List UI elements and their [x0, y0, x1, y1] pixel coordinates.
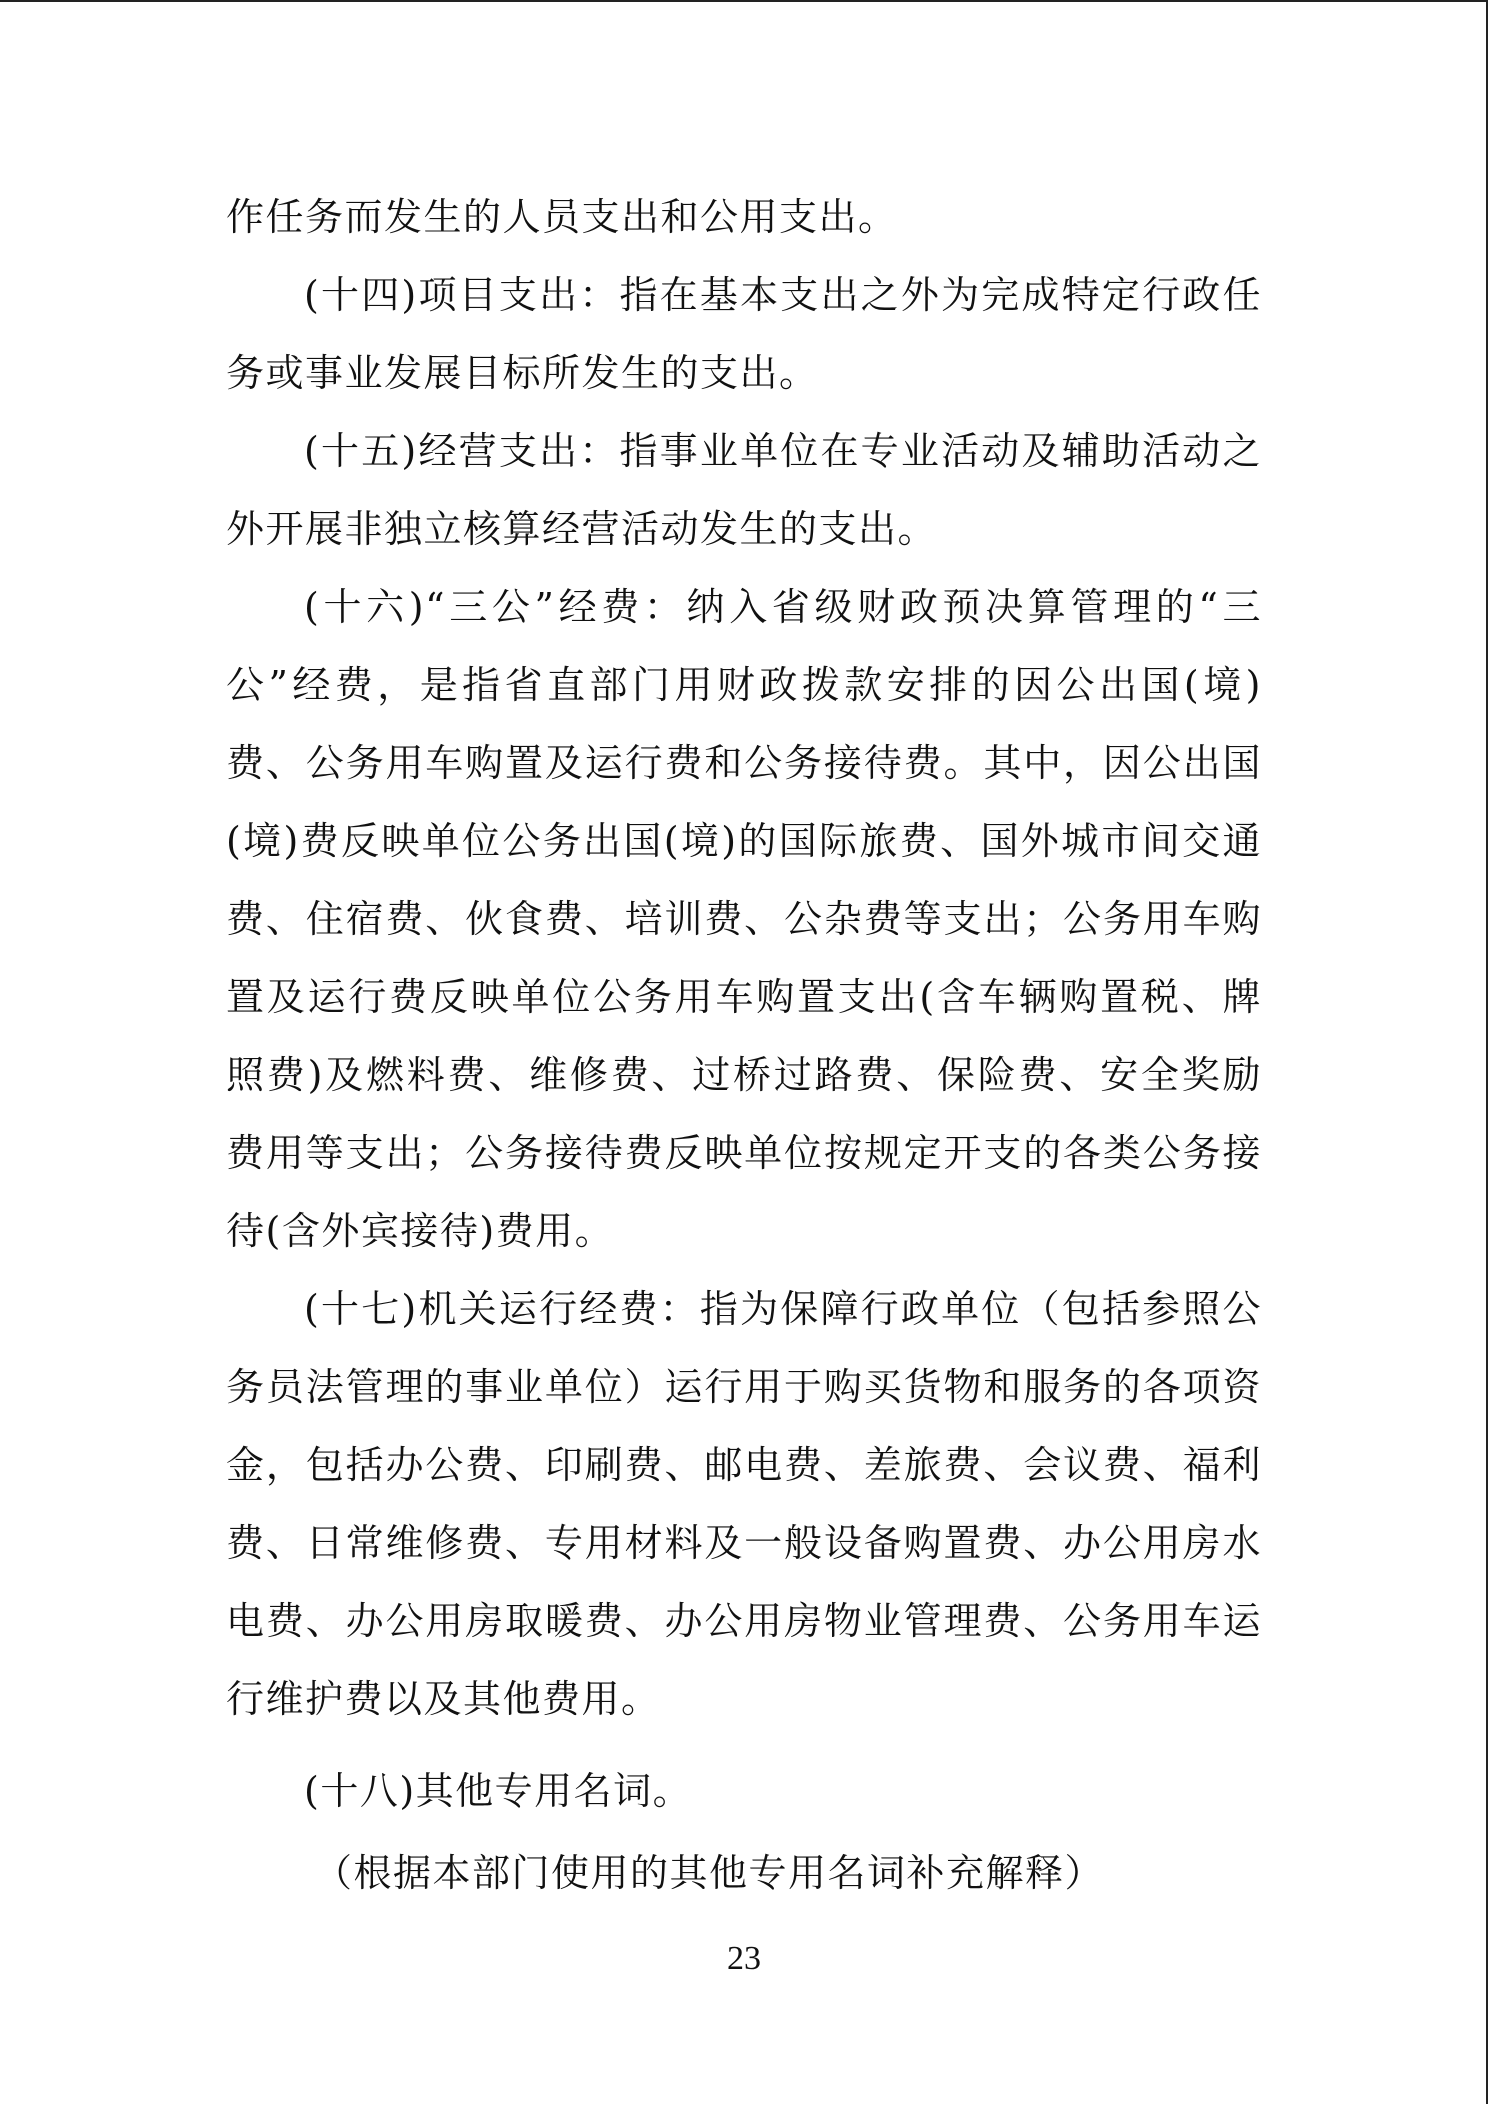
paragraph-17-agency-operating-expenses: (十七)机关运行经费：指为保障行政单位（包括参照公务员法管理的事业单位）运行用于购买货物和服务的各项资金，包括办公费、印刷费、邮电费、差旅费、会议费、福利费、日常维修费、专用材料及一般设备购置费、办公用房水电费、办公用房取暖费、办公用房物业管理费、公务用车运行维护费以及其他费用。 [226, 1287, 1262, 1721]
document-body [226, 178, 1262, 1912]
paragraph-18-other-terms: (十八)其他专用名词。 [304, 1769, 693, 1813]
paragraph-supplementary-note: （根据本部门使用的其他专用名词补充解释） [314, 1851, 1105, 1895]
paragraph-15-operating-expenditure: (十五)经营支出：指事业单位在专业活动及辅助活动之外开展非独立核算经营活动发生的支出。 [226, 429, 1262, 551]
page-top-border [0, 0, 1488, 2]
paragraph-16-three-public-expenses: (十六)“三公”经费：纳入省级财政预决算管理的“三公”经费，是指省直部门用财政拨款安排的因公出国(境)费、公务用车购置及运行费和公务接待费。其中，因公出国(境)费反映单位公务出国(境)的国际旅费、国外城市间交通费、住宿费、伙食费、培训费、公杂费等支出；公务用车购置及运行费反映单位公务用车购置支出(含车辆购置税、牌照费)及燃料费、维修费、过桥过路费、保险费、安全奖励费用等支出；公务接待费反映单位按规定开支的各类公务接待(含外宾接待)费用。 [226, 585, 1262, 1253]
paragraph-14-project-expenditure: (十四)项目支出：指在基本支出之外为完成特定行政任务或事业发展目标所发生的支出。 [226, 273, 1262, 395]
page-number: 23 [727, 1940, 761, 1977]
paragraph-continued: 作任务而发生的人员支出和公用支出。 [226, 195, 898, 239]
